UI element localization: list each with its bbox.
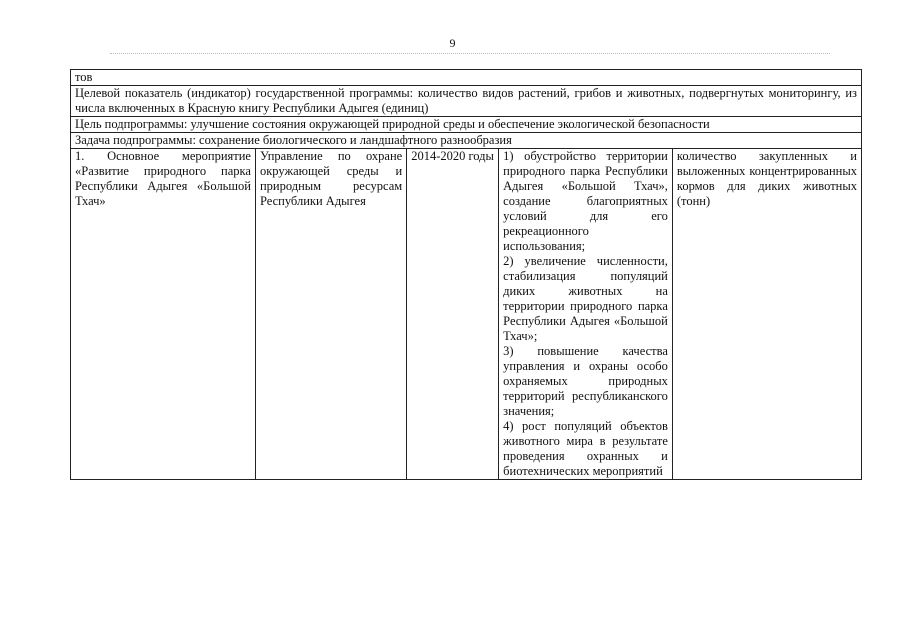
continued-fragment-cell: тов — [71, 70, 862, 86]
subprogram-goal-cell: Цель подпрограммы: улучшение состояния окружающей природной среды и обеспечение экологической безопасности — [71, 117, 862, 133]
result-item-2: 2) увеличение численности, стабилизация популяций диких животных на территории природного парка Республики Адыгея «Большой Тхач»; — [503, 254, 668, 343]
result-item-1: 1) обустройство территории природного парка Республики Адыгея «Большой Тхач», создание благоприятных условий для его рекреационного использования; — [503, 149, 668, 253]
subprogram-task-cell: Задача подпрограммы: сохранение биологического и ландшафтного разнообразия — [71, 133, 862, 149]
indicator-cell: количество закупленных и выложенных концентрированных кормов для диких животных (тонн) — [672, 149, 861, 480]
program-table — [70, 69, 862, 480]
table-row-indicator — [71, 86, 862, 117]
table-row-task — [71, 133, 862, 149]
table-row-goal — [71, 117, 862, 133]
page-number: 9 — [449, 36, 456, 50]
period-cell: 2014-2020 годы — [407, 149, 499, 480]
result-item-3: 3) повышение качества управления и охраны особо охраняемых природных территорий республиканского значения; — [503, 344, 668, 418]
program-indicator-cell: Целевой показатель (индикатор) государственной программы: количество видов растений, грибов и животных, подвергнутых мониторингу, из числа включенных в Красную книгу Республики Адыгея (единиц) — [71, 86, 862, 117]
result-item-4: 4) рост популяций объектов животного мира в результате проведения охранных и биотехнических мероприятий — [503, 419, 668, 478]
table-row-continued — [71, 70, 862, 86]
activity-cell: 1. Основное мероприятие «Развитие природного парка Республики Адыгея «Большой Тхач» — [71, 149, 256, 480]
table-row-activity — [71, 149, 862, 480]
executor-cell: Управление по охране окружающей среды и природным ресурсам Республики Адыгея — [255, 149, 406, 480]
results-cell — [499, 149, 673, 480]
scan-artifact-line — [110, 53, 830, 55]
